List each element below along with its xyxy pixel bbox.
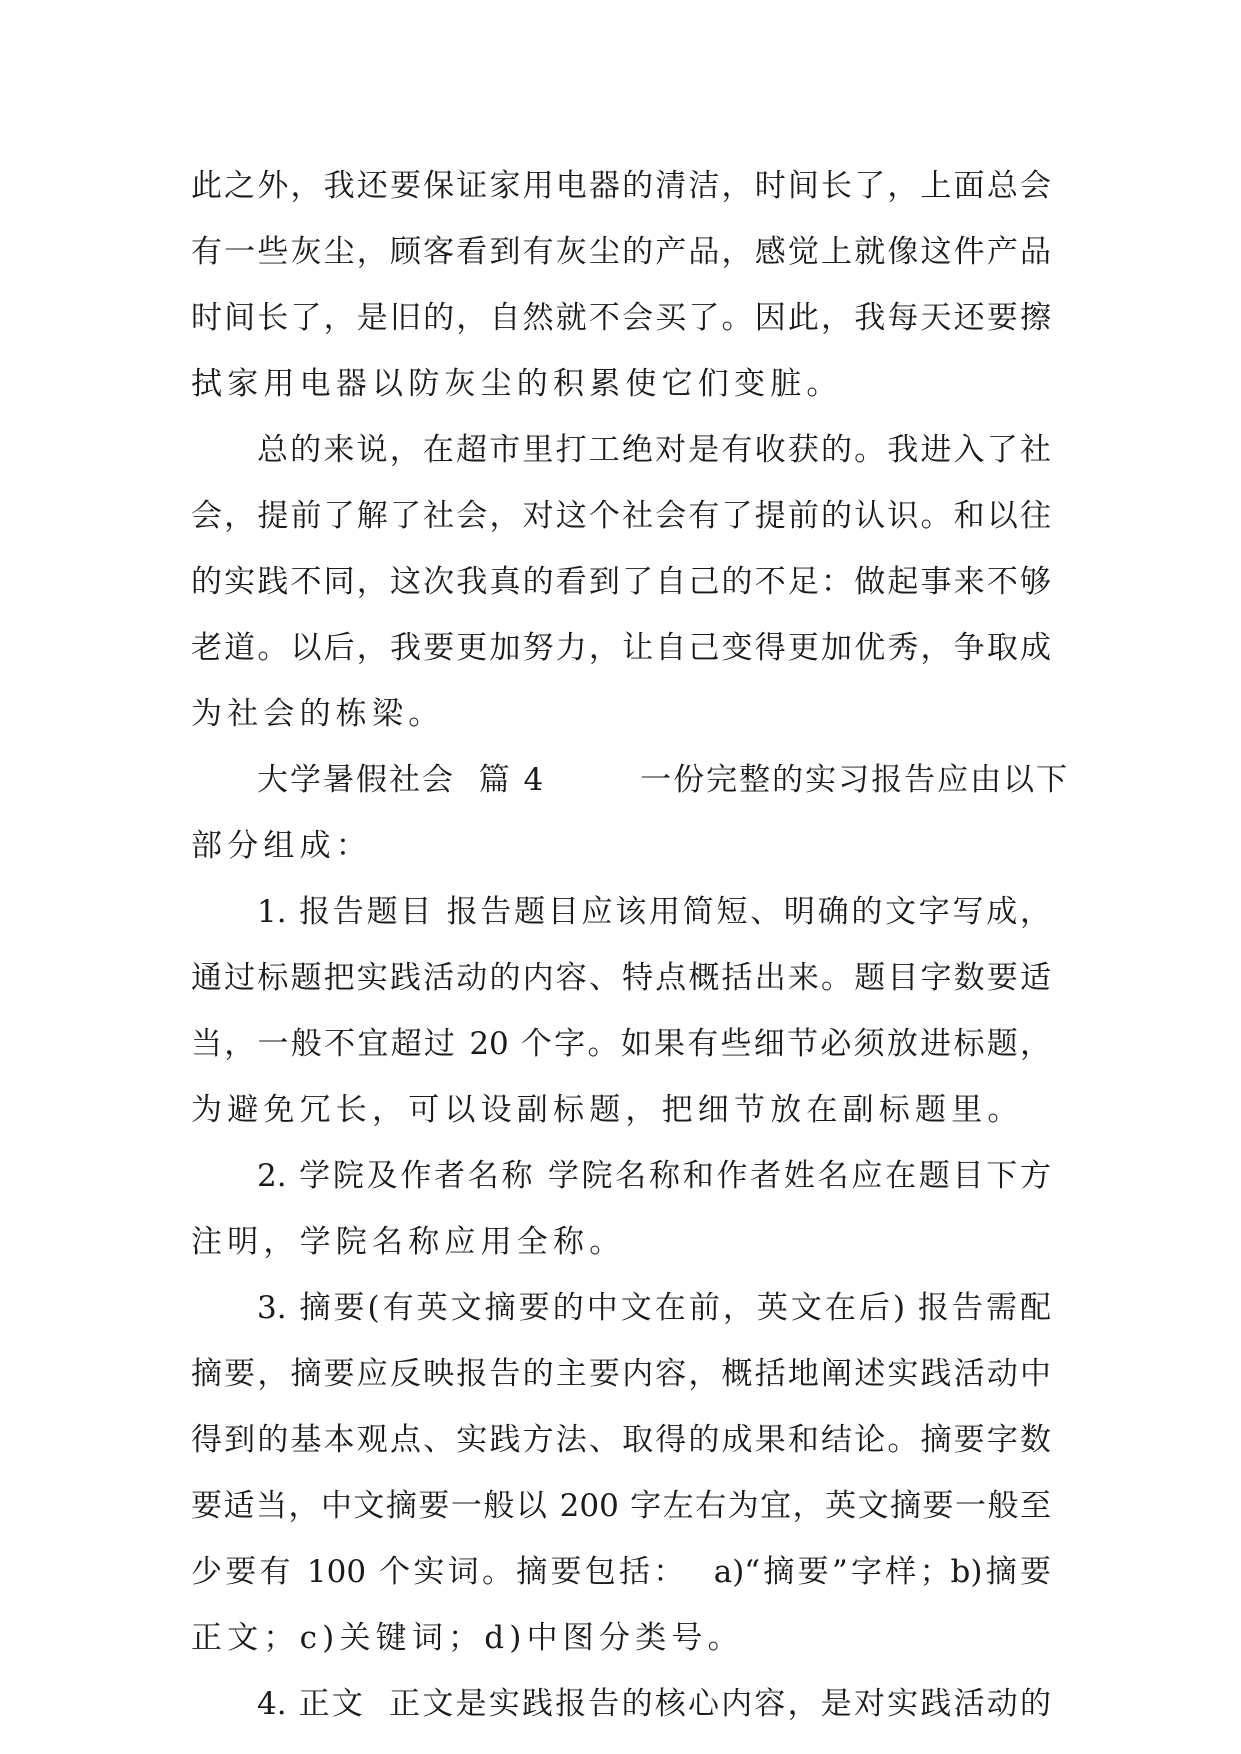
paragraph-first-line: 4. 正文 正文是实践报告的核心内容，是对实践活动的	[257, 1686, 1051, 1722]
paragraph-first-line: 3. 摘要(有英文摘要的中文在前，英文在后) 报告需配	[257, 1290, 1051, 1326]
text-line: 老道。以后，我要更加努力，让自己变得更加优秀，争取成	[191, 630, 1051, 666]
text-line: 的实践不同，这次我真的看到了自己的不足：做起事来不够	[191, 564, 1051, 600]
paragraph-first-line: 总的来说，在超市里打工绝对是有收获的。我进入了社	[257, 432, 1051, 468]
text-line: 此之外，我还要保证家用电器的清洁，时间长了，上面总会	[191, 168, 1051, 204]
text-line: 当，一般不宜超过 20 个字。如果有些细节必须放进标题，	[191, 1026, 1051, 1062]
text-line: 通过标题把实践活动的内容、特点概括出来。题目字数要适	[191, 960, 1051, 996]
text-line: 有一些灰尘，顾客看到有灰尘的产品，感觉上就像这件产品	[191, 234, 1051, 270]
text-line: 正文；c)关键词；d)中图分类号。	[191, 1620, 744, 1656]
text-line: 部分组成：	[191, 828, 372, 864]
text-line: 少要有 100 个实词。摘要包括： a)“摘要”字样；b)摘要	[191, 1554, 1051, 1590]
text-line: 时间长了，是旧的，自然就不会买了。因此，我每天还要擦	[191, 300, 1051, 336]
paragraph-first-line: 1. 报告题目 报告题目应该用简短、明确的文字写成，	[257, 894, 1051, 930]
text-line: 会，提前了解了社会，对这个社会有了提前的认识。和以往	[191, 498, 1051, 534]
text-line: 摘要，摘要应反映报告的主要内容，概括地阐述实践活动中	[191, 1356, 1051, 1392]
text-line: 得到的基本观点、实践方法、取得的成果和结论。摘要字数	[191, 1422, 1051, 1458]
text-line: 注明，学院名称应用全称。	[191, 1224, 626, 1260]
text-line: 为社会的栋梁。	[191, 696, 445, 732]
text-line: 拭家用电器以防灰尘的积累使它们变脏。	[191, 366, 843, 402]
text-line: 要适当，中文摘要一般以 200 字左右为宜，英文摘要一般至	[191, 1488, 1051, 1524]
section-heading-line: 大学暑假社会 篇 4 一份完整的实习报告应由以下	[257, 762, 1070, 798]
paragraph-first-line: 2. 学院及作者名称 学院名称和作者姓名应在题目下方	[257, 1158, 1051, 1194]
text-line: 为避免冗长，可以设副标题，把细节放在副标题里。	[191, 1092, 1024, 1128]
